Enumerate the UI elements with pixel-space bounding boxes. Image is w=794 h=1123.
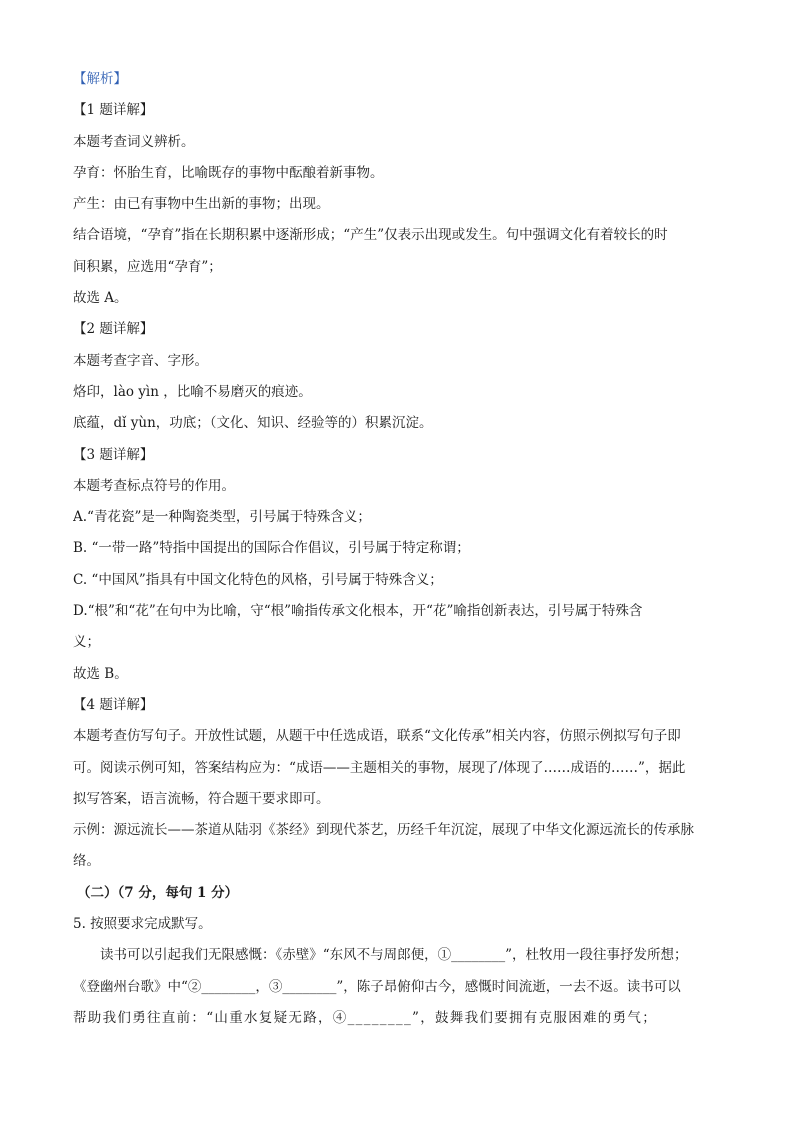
text-line: 拟写答案，语言流畅，符合题干要求即可。 — [73, 790, 330, 807]
text-line: 【2 题详解】 — [73, 321, 154, 338]
text-line: 义； — [73, 634, 100, 651]
text-line: 示例：源远流长——茶道从陆羽《茶经》到现代茶艺，历经千年沉淀，展现了中华文化源远流长的传承脉 — [73, 822, 694, 839]
text-line: A.“青花瓷”是一种陶瓷类型，引号属于特殊含义； — [73, 509, 371, 526]
text-line: 孕育：怀胎生育，比喻既存的事物中酝酿着新事物。 — [73, 164, 384, 181]
text-line: C. “中国风”指具有中国文化特色的风格，引号属于特殊含义； — [73, 571, 443, 588]
text-line: 读书可以引起我们无限感慨：《赤壁》“东风不与周郎便，①________”，杜牧用一段往事抒发所想； — [100, 947, 688, 964]
text-line: 《登幽州台歌》中“②________，③________”，陈子昂俯仰古今，感慨时间流逝，一去不返。读书可以 — [73, 978, 681, 995]
text-line: 【1 题详解】 — [73, 102, 154, 119]
text-line: 底蕴，dǐ yùn，功底；（文化、知识、经验等的）积累沉淀。 — [73, 415, 433, 432]
text-line: B. “一带一路”特指中国提出的国际合作倡议，引号属于特定称谓； — [73, 540, 470, 557]
text-line: 本题考查字音、字形。 — [73, 352, 208, 369]
text-line: 故选 B。 — [73, 665, 128, 682]
text-line: 烙印，lào yìn ，比喻不易磨灭的痕迹。 — [73, 383, 312, 400]
text-line: 间积累，应选用“孕育”； — [73, 258, 222, 275]
text-line: （二）（7 分，每句 1 分） — [77, 884, 239, 901]
text-line: D.“根”和“花”在句中为比喻，守“根”喻指传承文化根本，开“花”喻指创新表达，引号属于特殊含 — [73, 603, 643, 620]
text-line: 本题考查词义辨析。 — [73, 133, 195, 150]
text-line: 络。 — [73, 853, 100, 870]
text-line: 本题考查标点符号的作用。 — [73, 477, 235, 494]
text-line: 故选 A。 — [73, 290, 128, 307]
text-line: 【3 题详解】 — [73, 446, 154, 463]
text-line: 帮助我们勇往直前：“山重水复疑无路，④________”，鼓舞我们要拥有克服困难的勇气； — [73, 1009, 658, 1026]
text-line: 本题考查仿写句子。开放性试题，从题干中任选成语，联系“文化传承”相关内容，仿照示例拟写句子即 — [73, 728, 681, 745]
answer-analysis-text — [73, 64, 723, 1034]
text-line: 可。阅读示例可知，答案结构应为：“成语——主题相关的事物，展现了/体现了……成语的……”，据此 — [73, 759, 686, 776]
text-line: 【解析】 — [73, 71, 127, 87]
text-line: 5. 按照要求完成默写。 — [73, 916, 212, 933]
text-line: 产生：由已有事物中生出新的事物；出现。 — [73, 196, 330, 213]
text-line: 结合语境，“孕育”指在长期积累中逐渐形成；“产生”仅表示出现或发生。句中强调文化有着较长的时 — [73, 227, 668, 244]
text-line: 【4 题详解】 — [73, 696, 154, 713]
